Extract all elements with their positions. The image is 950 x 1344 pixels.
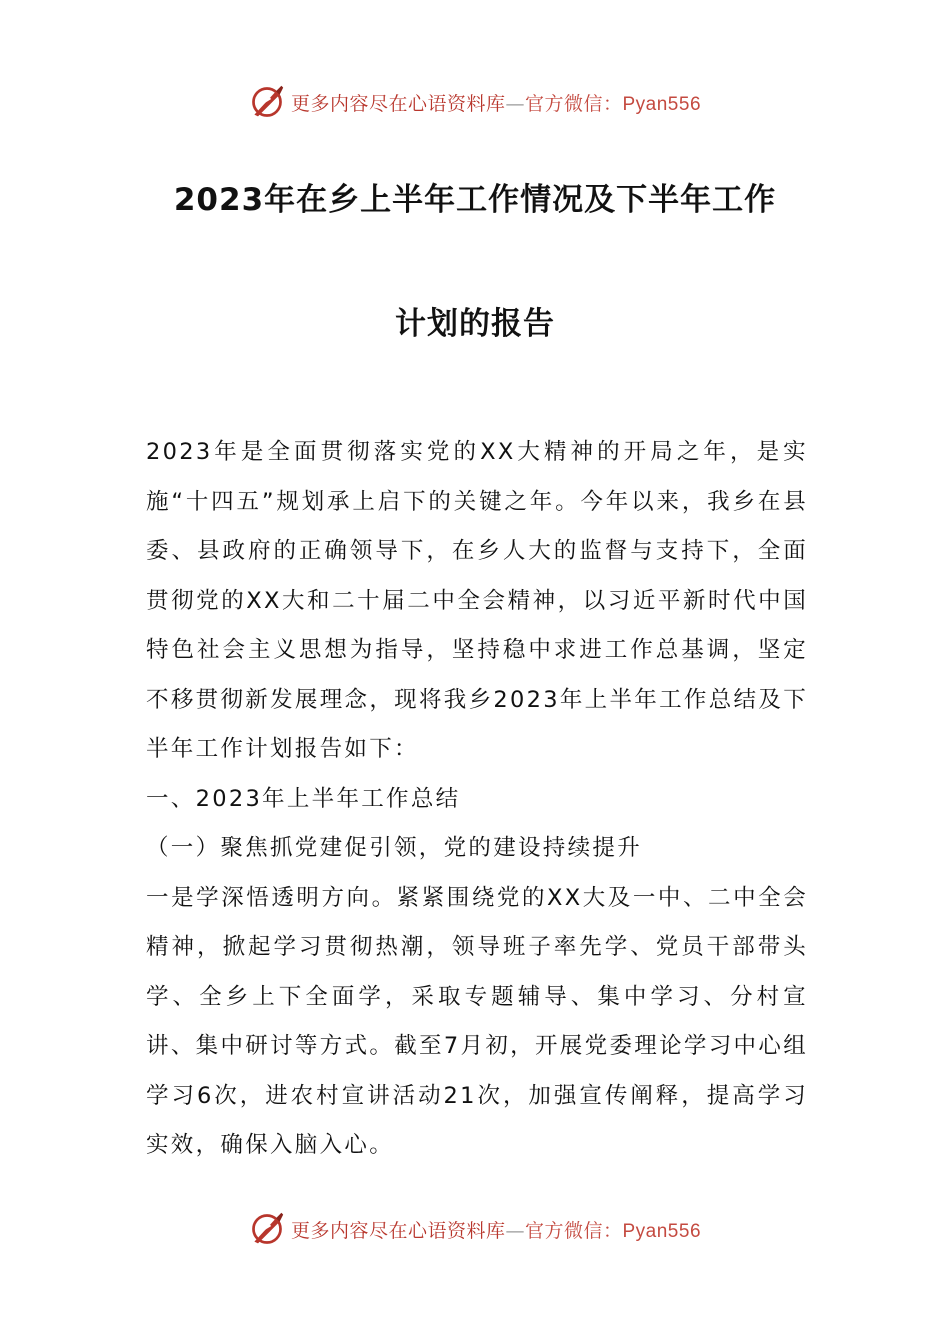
subsection-heading: （一）聚焦抓党建促引领，党的建设持续提升 <box>146 835 643 861</box>
section-heading: 一、2023年上半年工作总结 <box>146 785 461 812</box>
document-title-line-2: 计划的报告 <box>395 306 555 342</box>
quill-pen-logo-icon <box>249 84 285 120</box>
paragraph-intro: 2023年是全面贯彻落实党的XX大精神的开局之年，是实施“十四五”规划承上启下的关键之年。今年以来，我乡在县委、县政府的正确领导下，在乡人大的监督与支持下，全面贯彻党的XX大和二十届二中全会精神，以习近平新时代中国特色社会主义思想为指导，坚持稳中求进工作总基调，坚定不移贯彻新发展理念，现将我乡2023年上半年工作总结及下半年工作计划报告如下： <box>146 439 808 762</box>
header-banner <box>0 80 950 124</box>
document-body <box>146 428 808 1171</box>
banner-slogan: 更多内容尽在心语资料库 <box>290 1219 506 1242</box>
quill-pen-logo-icon <box>249 1211 285 1247</box>
banner-separator: — <box>505 92 525 115</box>
footer-banner <box>0 1207 950 1251</box>
document-title-line-1: 2023年在乡上半年工作情况及下半年工作 <box>173 182 777 218</box>
banner-contact: 官方微信：Pyan556 <box>525 93 702 115</box>
paragraph-study: 一是学深悟透明方向。紧紧围绕党的XX大及一中、二中全会精神，掀起学习贯彻热潮，领导班子率先学、党员干部带头学、全乡上下全面学，采取专题辅导、集中学习、分村宣讲、集中研讨等方式。截至7月初，开展党委理论学习中心组学习6次，进农村宣讲活动21次，加强宣传阐释，提高学习实效，确保入脑入心。 <box>146 884 808 1158</box>
banner-text <box>291 89 701 116</box>
banner-separator: — <box>505 1219 525 1242</box>
banner-text <box>291 1216 701 1243</box>
banner-contact: 官方微信：Pyan556 <box>525 1220 702 1242</box>
banner-slogan: 更多内容尽在心语资料库 <box>290 92 506 115</box>
